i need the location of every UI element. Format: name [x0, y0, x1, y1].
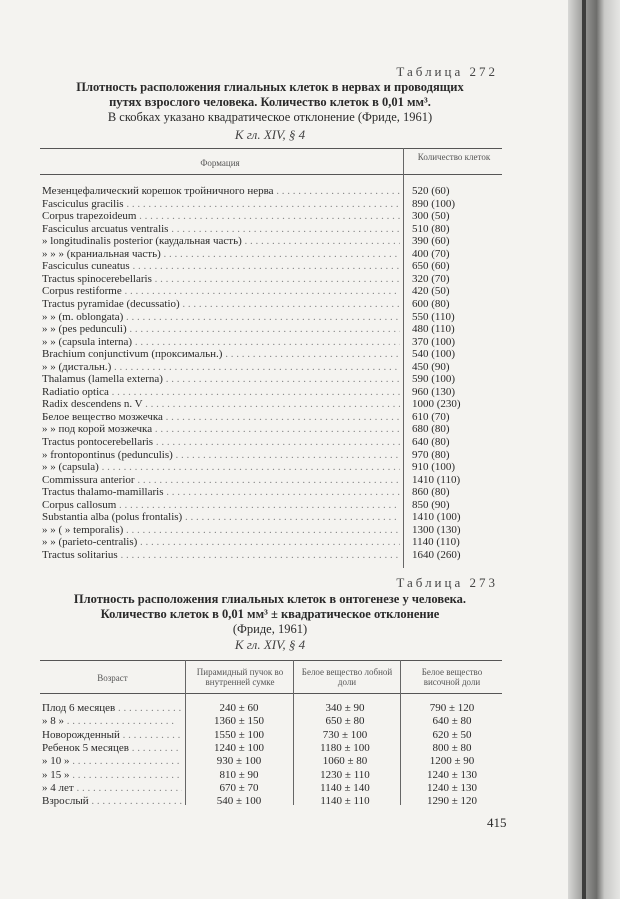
- table-row: [42, 261, 500, 273]
- title-line: Плотность расположения глиальных клеток в онтогенезе у человека.: [73, 592, 467, 606]
- table-272-title: [40, 80, 500, 125]
- table-row: [42, 349, 500, 361]
- cell-count: 890 (100): [412, 197, 456, 210]
- binding-shadow: [582, 0, 586, 899]
- title-line: путях взрослого человека. Количество клеток в 0,01 мм³.: [109, 95, 431, 109]
- table-row: [42, 437, 500, 449]
- cell-count: 370 (100): [412, 335, 456, 348]
- temporal-value: 800 ± 80: [432, 741, 472, 754]
- formation-name: Fasciculus gracilis . . .: [42, 199, 400, 211]
- col-header-age: Возраст: [97, 673, 128, 683]
- col-header-temporal: Белое вещество височной доли: [421, 667, 483, 687]
- formation-name: » » (m. oblongata) . . .: [42, 312, 400, 324]
- formation-name: Thalamus (lamella externa) . . .: [42, 374, 400, 386]
- cell-count: 640 (80): [412, 436, 450, 448]
- temporal-value: 1200 ± 90: [429, 755, 475, 768]
- table-row: [42, 500, 500, 512]
- cell-count: 300 (50): [412, 210, 450, 223]
- formation-name: Мезенцефалический корешок тройничного нерва . . .: [42, 186, 400, 198]
- formation-name: Radiatio optica . . .: [42, 387, 400, 399]
- formation-name: » longitudinalis posterior (каудальная часть) . . .: [42, 236, 400, 248]
- cell-count: 1300 (130): [412, 523, 461, 536]
- table-row: [42, 362, 500, 374]
- cell-count: 1140 (110): [412, 536, 460, 549]
- frontal-value: 730 ± 100: [322, 728, 368, 741]
- table-row: [42, 387, 500, 399]
- cell-count: 850 (90): [412, 498, 450, 511]
- pyramidal-value: 1550 ± 100: [213, 728, 265, 741]
- age: » 10 » . . .: [42, 755, 182, 768]
- table-272-number: Таблица 272: [396, 64, 498, 79]
- table-row: [42, 702, 500, 715]
- table-row: [42, 715, 500, 728]
- pyramidal-value: 810 ± 90: [219, 768, 259, 781]
- table-273-ref: К гл. XIV, § 4: [234, 637, 306, 652]
- table-row: [42, 782, 500, 795]
- formation-name: » » под корой мозжечка . . .: [42, 424, 400, 436]
- cell-count: 970 (80): [412, 448, 450, 461]
- formation-name: Commissura anterior . . .: [42, 475, 400, 487]
- temporal-value: 620 ± 50: [432, 728, 472, 741]
- formation-name: Substantia alba (polus frontalis) . . .: [42, 512, 400, 524]
- table-row: [42, 525, 500, 537]
- table-row: [42, 742, 500, 755]
- cell-count: 520 (60): [412, 185, 450, 197]
- cell-count: 390 (60): [412, 235, 450, 248]
- cell-count: 610 (70): [412, 410, 450, 423]
- table-row: [42, 312, 500, 324]
- age: Ребенок 5 месяцев . . .: [42, 742, 182, 755]
- table-row: [42, 795, 500, 808]
- col-header-frontal: Белое вещество лобной доли: [301, 667, 393, 687]
- cell-count: 510 (80): [412, 222, 450, 235]
- table-row: [42, 199, 500, 211]
- temporal-value: 1290 ± 120: [426, 795, 478, 808]
- title-line: Плотность расположения глиальных клеток в нервах и проводящих: [76, 80, 464, 94]
- pyramidal-value: 1240 ± 100: [213, 741, 265, 754]
- page-number: 415: [487, 815, 507, 830]
- cell-count: 960 (130): [412, 385, 456, 398]
- age: » 4 лет . . .: [42, 782, 182, 795]
- table-row: [42, 729, 500, 742]
- table-row: [42, 462, 500, 474]
- temporal-value: 790 ± 120: [429, 702, 475, 714]
- title-line: Количество клеток в 0,01 мм³ ± квадратическое отклонение: [100, 607, 440, 621]
- frontal-value: 1140 ± 140: [320, 781, 370, 794]
- cell-count: 650 (60): [412, 260, 450, 273]
- table-row: [42, 399, 500, 411]
- table-row: [42, 236, 500, 248]
- table-row: [42, 769, 500, 782]
- table-row: [42, 412, 500, 424]
- cell-count: 400 (70): [412, 247, 450, 260]
- table-row: [42, 424, 500, 436]
- table-row: [42, 537, 500, 549]
- cell-count: 600 (80): [412, 297, 450, 310]
- cell-count: 1410 (110): [412, 473, 461, 486]
- formation-name: » frontopontinus (pedunculis) . . .: [42, 450, 400, 462]
- table-row: [42, 550, 500, 562]
- formation-name: » » (дистальн.) . . .: [42, 362, 400, 374]
- cell-count: 550 (110): [412, 310, 455, 323]
- cell-count: 910 (100): [412, 461, 456, 474]
- formation-name: Corpus callosum . . .: [42, 500, 400, 512]
- formation-name: » » ( » temporalis) . . .: [42, 525, 400, 537]
- temporal-value: 1240 ± 130: [426, 768, 478, 781]
- title-line: В скобках указано квадратическое отклонение (Фриде, 1961): [107, 110, 433, 124]
- table-row: [42, 337, 500, 349]
- age: » 8 » . . .: [42, 715, 182, 728]
- temporal-value: 1240 ± 130: [426, 781, 478, 794]
- frontal-value: 1230 ± 110: [320, 768, 370, 781]
- table-row: [42, 374, 500, 386]
- formation-name: » » (parieto-centralis) . . .: [42, 537, 400, 549]
- page-edges: [568, 0, 620, 899]
- age: Взрослый . . .: [42, 795, 182, 808]
- frontal-value: 340 ± 90: [325, 702, 365, 714]
- formation-name: » » (capsula interna) . . .: [42, 337, 400, 349]
- col-header-pyramidal: Пирамидный пучок во внутренней сумке: [196, 667, 284, 687]
- cell-count: 480 (110): [412, 323, 455, 336]
- col-header-count: Количество клеток: [417, 152, 491, 162]
- formation-name: Tractus spinocerebellaris . . .: [42, 274, 400, 286]
- temporal-value: 640 ± 80: [432, 715, 472, 728]
- pyramidal-value: 540 ± 100: [216, 795, 262, 808]
- pyramidal-value: 930 ± 100: [216, 755, 262, 768]
- frontal-value: 650 ± 80: [325, 715, 365, 728]
- table-row: [42, 299, 500, 311]
- pyramidal-value: 670 ± 70: [219, 781, 259, 794]
- cell-count: 420 (50): [412, 285, 450, 298]
- table-row: [42, 487, 500, 499]
- table-row: [42, 186, 500, 198]
- frontal-value: 1140 ± 110: [320, 795, 370, 808]
- age: Новорожденный . . .: [42, 729, 182, 742]
- pyramidal-value: 1360 ± 150: [213, 715, 265, 728]
- cell-count: 320 (70): [412, 272, 450, 285]
- table-273-title: [40, 592, 500, 637]
- pyramidal-value: 240 ± 60: [219, 702, 259, 714]
- formation-name: » » (capsula) . . .: [42, 462, 400, 474]
- table-row: [42, 249, 500, 261]
- age: » 15 » . . .: [42, 769, 182, 782]
- formation-name: » » (pes pedunculi) . . .: [42, 324, 400, 336]
- formation-name: Radix descendens n. V . . .: [42, 399, 400, 411]
- table-row: [42, 512, 500, 524]
- cell-count: 540 (100): [412, 348, 456, 361]
- table-272-ref: К гл. XIV, § 4: [234, 127, 306, 142]
- table-row: [42, 224, 500, 236]
- table-row: [42, 450, 500, 462]
- formation-name: Tractus solitarius . . .: [42, 550, 400, 562]
- formation-name: » » » (краниальная часть) . . .: [42, 249, 400, 261]
- table-row: [42, 755, 500, 768]
- col-header-formation: Формация: [200, 158, 240, 168]
- formation-name: Fasciculus cuneatus . . .: [42, 261, 400, 273]
- cell-count: 860 (80): [412, 486, 450, 499]
- cell-count: 1410 (100): [412, 511, 461, 524]
- cell-count: 1000 (230): [412, 398, 461, 411]
- cell-count: 590 (100): [412, 373, 456, 386]
- cell-count: 1640 (260): [412, 548, 461, 561]
- formation-name: Tractus thalamo-mamillaris . . .: [42, 487, 400, 499]
- table-273-number: Таблица 273: [396, 575, 498, 590]
- frontal-value: 1180 ± 100: [320, 741, 370, 754]
- table-row: [42, 324, 500, 336]
- table-row: [42, 286, 500, 298]
- formation-name: Tractus pyramidae (decussatio) . . .: [42, 299, 400, 311]
- cell-count: 450 (90): [412, 360, 450, 373]
- cell-count: 680 (80): [412, 423, 450, 436]
- frontal-value: 1060 ± 80: [322, 755, 368, 768]
- table-row: [42, 274, 500, 286]
- title-line: (Фриде, 1961): [232, 622, 308, 636]
- formation-name: Белое вещество мозжечка . . .: [42, 412, 400, 424]
- age: Плод 6 месяцев . . .: [42, 702, 182, 715]
- formation-name: Brachium conjunctivum (проксимальн.) . . .: [42, 349, 400, 361]
- formation-name: Corpus trapezoideum . . .: [42, 211, 400, 223]
- formation-name: Tractus pontocerebellaris . . .: [42, 437, 400, 449]
- table-row: [42, 211, 500, 223]
- formation-name: Fasciculus arcuatus ventralis . . .: [42, 224, 400, 236]
- formation-name: Corpus restiforme . . .: [42, 286, 400, 298]
- table-row: [42, 475, 500, 487]
